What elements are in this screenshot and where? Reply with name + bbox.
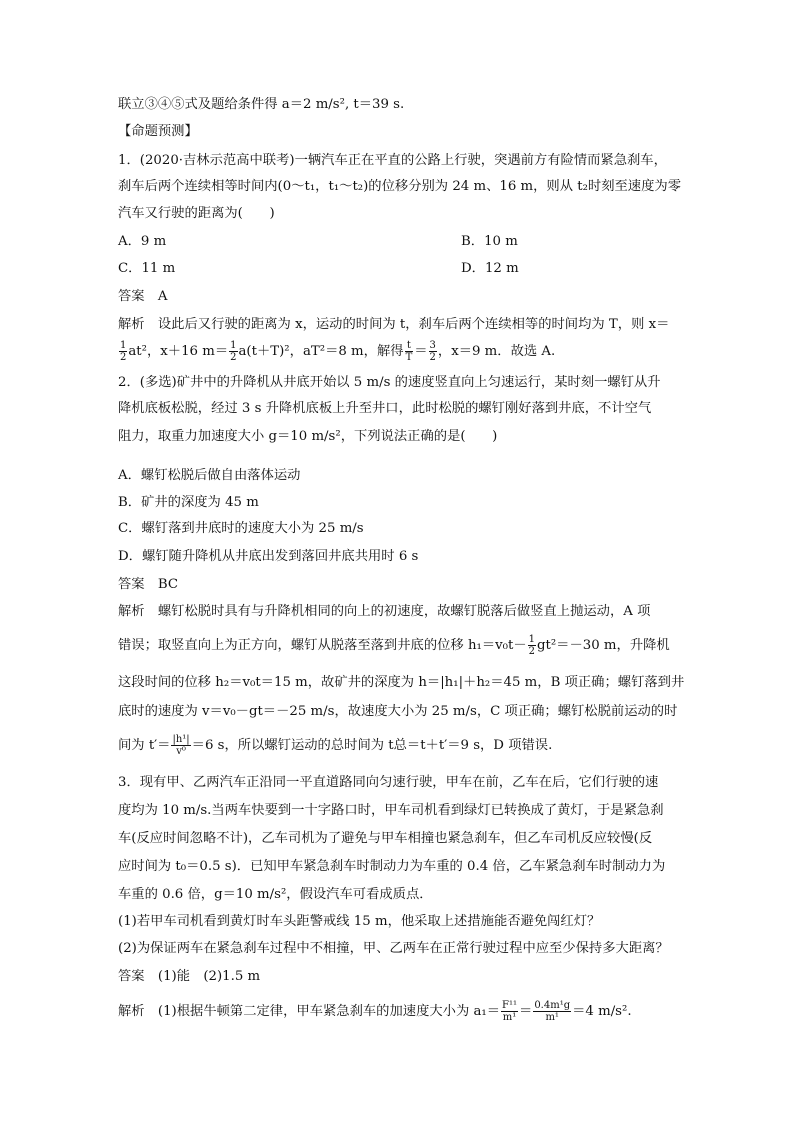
question-3-text: 应时间为 t₀＝0.5 s)．已知甲车紧急刹车时制动力为车重的 0.4 倍，乙车紧急刹车时制动力为 (118, 859, 666, 874)
section-heading: 【命题预测】 (118, 124, 198, 139)
fraction: $\frac{\text{|h¹|}}{\text{v⁰}}$ (172, 734, 190, 757)
option-row (118, 233, 518, 251)
solution-line: 解析 设此后又行驶的距离为 x，运动的时间为 t，刹车后两个连续相等的时间均为 T，则 x＝ (118, 317, 670, 332)
option-a: A．螺钉松脱后做自由落体运动 (118, 468, 301, 483)
solution-line: 解析 (1)根据牛顿第二定律，甲车紧急刹车的加速度大小为 a₁＝ $\frac{\text{F¹¹}}{\text{m¹}}$ ＝ $\frac{\text{0.4m¹g}}{\text{m¹}}$ ＝4 m/s². (118, 1000, 632, 1023)
question-2-text: 降机底板松脱，经过 3 s 升降机底板上升至井口，此时松脱的螺钉刚好落到井底，不计空气 (118, 401, 652, 416)
fraction: $\frac{3}{2}$ (429, 340, 436, 363)
question-3-text: 度均为 10 m/s.当两车快要到一十字路口时，甲车司机看到绿灯已转换成了黄灯，于是紧急刹 (118, 803, 664, 818)
option-d: D．12 m (461, 261, 519, 276)
question-1-text: 1．(2020·吉林示范高中联考)一辆汽车正在平直的公路上行驶，突遇前方有险情而紧急刹车， (118, 153, 667, 168)
solution-line: 解析 螺钉松脱时具有与升降机相同的向上的初速度，故螺钉脱落后做竖直上抛运动，A 项 (118, 604, 651, 619)
fraction: $\frac{\text{0.4m¹g}}{\text{m¹}}$ (534, 1000, 571, 1023)
question-1-text: 汽车又行驶的距离为( ) (118, 206, 275, 221)
option-b: B．矿井的深度为 45 m (118, 495, 259, 510)
fraction: $\frac{1}{2}$ (528, 634, 535, 657)
solution-line: 错误；取竖直向上为正方向，螺钉从脱落至落到井底的位移 h₁＝v₀t－ $\frac{1}{2}$ gt²＝－30 m，升降机 (118, 634, 670, 657)
question-3-text: 车重的 0.6 倍，g＝10 m/s²，假设汽车可看成质点． (118, 887, 433, 902)
option-c: C．螺钉落到井底时的速度大小为 25 m/s (118, 521, 364, 536)
question-1-text: 刹车后两个连续相等时间内(0～t₁，t₁～t₂)的位移分别为 24 m、16 m，则从 t₂时刻至速度为零 (118, 179, 681, 194)
sub-question: (2)为保证两车在紧急刹车过程中不相撞，甲、乙两车在正常行驶过程中应至少保持多大距离？ (118, 941, 669, 956)
answer-line: 答案 BC (118, 577, 179, 592)
solution-line: $\frac{1}{2}$ at²，x＋16 m＝ $\frac{1}{2}$ a(t＋T)²，aT²＝8 m，解得 $\frac{t}{T}$ ＝ $\frac{3}{2}$ ，x＝9 m．故选 A. (120, 340, 556, 363)
option-a: A．9 m (118, 234, 167, 249)
fraction: $\frac{1}{2}$ (230, 340, 237, 363)
question-3-text: 车(反应时间忽略不计)，乙车司机为了避免与甲车相撞也紧急刹车，但乙车司机反应较慢(反 (118, 831, 653, 846)
answer-line: 答案 A (118, 289, 168, 304)
sub-question: (1)若甲车司机看到黄灯时车头距警戒线 15 m，他采取上述措施能否避免闯红灯？ (118, 914, 601, 929)
option-c: C．11 m (118, 261, 176, 276)
option-d: D．螺钉随升降机从井底出发到落回井底共用时 6 s (118, 549, 419, 564)
text-line: 联立③④⑤式及题给条件得 a＝2 m/s², t＝39 s. (118, 97, 405, 112)
solution-line: 底时的速度为 v＝v₀－gt＝－25 m/s，故速度大小为 25 m/s，C 项正确；螺钉松脱前运动的时 (118, 704, 678, 719)
fraction: $\frac{1}{2}$ (120, 340, 127, 363)
answer-line: 答案 (1)能 (2)1.5 m (118, 969, 261, 984)
option-b: B．10 m (461, 234, 518, 249)
solution-line: 间为 t′＝ $\frac{\text{|h¹|}}{\text{v⁰}}$ ＝6 s，所以螺钉运动的总时间为 t总＝t＋t′＝9 s，D 项错误. (118, 734, 553, 757)
question-2-text: 2．(多选)矿井中的升降机从井底开始以 5 m/s 的速度竖直向上匀速运行，某时刻一螺钉从升 (118, 375, 661, 390)
fraction: $\frac{t}{T}$ (405, 340, 413, 363)
option-row (118, 260, 519, 278)
fraction: $\frac{\text{F¹¹}}{\text{m¹}}$ (502, 1000, 518, 1023)
solution-line: 这段时间的位移 h₂＝v₀t＝15 m，故矿井的深度为 h＝|h₁|＋h₂＝45 m，B 项正确；螺钉落到井 (118, 675, 685, 690)
question-3-text: 3．现有甲、乙两汽车正沿同一平直道路同向匀速行驶，甲车在前，乙车在后，它们行驶的速 (118, 775, 659, 790)
question-2-text: 阻力，取重力加速度大小 g＝10 m/s²，下列说法正确的是( ) (118, 429, 498, 444)
